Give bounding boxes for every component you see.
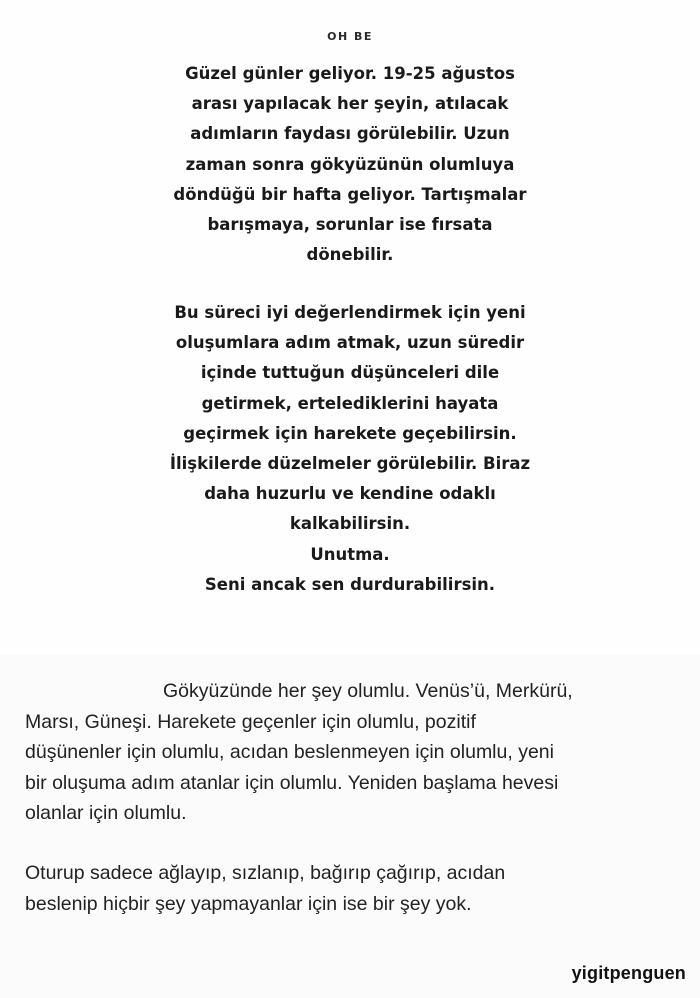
text-line: geçirmek için harekete geçebilirsin. — [183, 423, 517, 443]
text-line: oluşumlara adım atmak, uzun süredir — [175, 333, 525, 353]
text-line: İlişkilerde düzelmeler görülebilir. Biraz — [169, 454, 531, 474]
text-line: beslenip hiçbir şey yapmayanlar için ise bir şey yok. — [25, 892, 472, 915]
text-line: dönebilir. — [306, 245, 394, 265]
text-line: Gökyüzünde her şey olumlu. Venüs’ü, Merkürü, — [163, 680, 573, 702]
text-line: daha huzurlu ve kendine odaklı — [204, 484, 496, 504]
text-line: bir oluşuma adım atanlar için olumlu. Yeniden başlama hevesi — [25, 771, 559, 794]
text-line: adımların faydası görülebilir. Uzun — [190, 124, 510, 144]
text-line: düşünenler için olumlu, acıdan beslenmeyen için olumlu, yeni — [25, 741, 554, 763]
text-line: olanlar için olumlu. — [25, 802, 187, 824]
text-line: içinde tuttuğun düşünceleri dile — [200, 363, 500, 383]
note-paragraph-1 — [25, 676, 685, 829]
text-line: zaman sonra gökyüzünün olumluya — [185, 154, 515, 174]
card-title: OH BE — [327, 30, 373, 43]
text-line: Bu süreci iyi değerlendirmek için yeni — [174, 303, 526, 322]
text-line: döndüğü bir hafta geliyor. Tartışmalar — [173, 184, 527, 204]
card-paragraph-1 — [0, 59, 700, 270]
author-signature: yigitpenguen — [571, 963, 686, 983]
text-line: Unutma. — [310, 544, 390, 564]
text-line: kalkabilirsin. — [289, 514, 411, 534]
note-paragraph-2 — [25, 858, 685, 919]
text-line: getirmek, ertelediklerini hayata — [201, 393, 499, 413]
text-line: barışmaya, sorunlar ise fırsata — [207, 215, 493, 235]
text-line: Güzel günler geliyor. 19-25 ağustos — [185, 64, 515, 83]
card-paragraph-2 — [0, 298, 700, 600]
text-line: Oturup sadece ağlayıp, sızlanıp, bağırıp çağırıp, acıdan — [25, 862, 506, 884]
text-line: arası yapılacak her şeyin, atılacak — [191, 94, 509, 114]
text-line: Marsı, Güneşi. Harekete geçenler için olumlu, pozitif — [25, 710, 476, 733]
text-line: Seni ancak sen durdurabilirsin. — [204, 574, 496, 594]
